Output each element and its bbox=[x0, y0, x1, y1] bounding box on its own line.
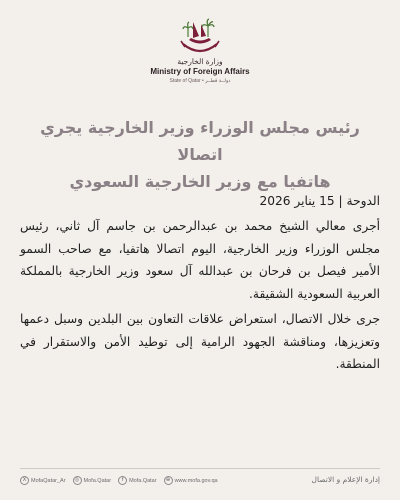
social-x-handle: MofaQatar_Ar bbox=[31, 477, 66, 484]
website-url: www.mofa.gov.qa bbox=[174, 477, 218, 484]
social-facebook-link[interactable] bbox=[118, 476, 157, 485]
press-release-headline bbox=[30, 114, 370, 195]
globe-icon: ⊕ bbox=[164, 476, 173, 485]
social-facebook-handle: Mofa.Qatar bbox=[129, 477, 157, 484]
instagram-icon: ◎ bbox=[73, 476, 82, 485]
state-of-qatar-caption: State of Qatar • دولــة قطــر bbox=[169, 78, 231, 84]
social-links bbox=[20, 476, 218, 485]
headline-line-2: هاتفيا مع وزير الخارجية السعودي bbox=[69, 172, 331, 191]
media-department-label: إدارة الإعلام و الاتصال bbox=[311, 475, 380, 484]
ministry-name-arabic: وزارة الخارجية bbox=[177, 57, 223, 66]
qatar-emblem-logo bbox=[175, 14, 225, 56]
footer-divider bbox=[20, 468, 380, 469]
social-instagram-link[interactable] bbox=[73, 476, 112, 485]
body-paragraph-2: جرى خلال الاتصال، استعراض علاقات التعاون بين البلدين وسبل دعمها وتعزيزها، ومناقشة الجهود الرامية إلى توطيد الأمن والاستقرار في المنطقة. bbox=[20, 312, 380, 371]
footer bbox=[20, 475, 380, 489]
body-paragraph-1: أجرى معالي الشيخ محمد بن عبدالرحمن بن جاسم آل ثاني، رئيس مجلس الوزراء وزير الخارجية، اليوم اتصالا هاتفيا، مع صاحب السمو الأمير فيصل بن فرحان بن عبدالله آل سعود وزير الخارجية بالمملكة العربية السعودية الشقيقة. bbox=[20, 219, 380, 301]
headline-line-1: رئيس مجلس الوزراء وزير الخارجية يجري اتصالا bbox=[40, 118, 360, 164]
social-x-link[interactable] bbox=[20, 476, 66, 485]
dateline: الدوحة | 15 يناير 2026 bbox=[259, 194, 380, 208]
x-icon: X bbox=[20, 476, 29, 485]
website-link[interactable] bbox=[164, 476, 218, 485]
facebook-icon: f bbox=[118, 476, 127, 485]
social-instagram-handle: Mofa.Qatar bbox=[83, 477, 112, 484]
ministry-name-english: Ministry of Foreign Affairs bbox=[150, 67, 250, 76]
